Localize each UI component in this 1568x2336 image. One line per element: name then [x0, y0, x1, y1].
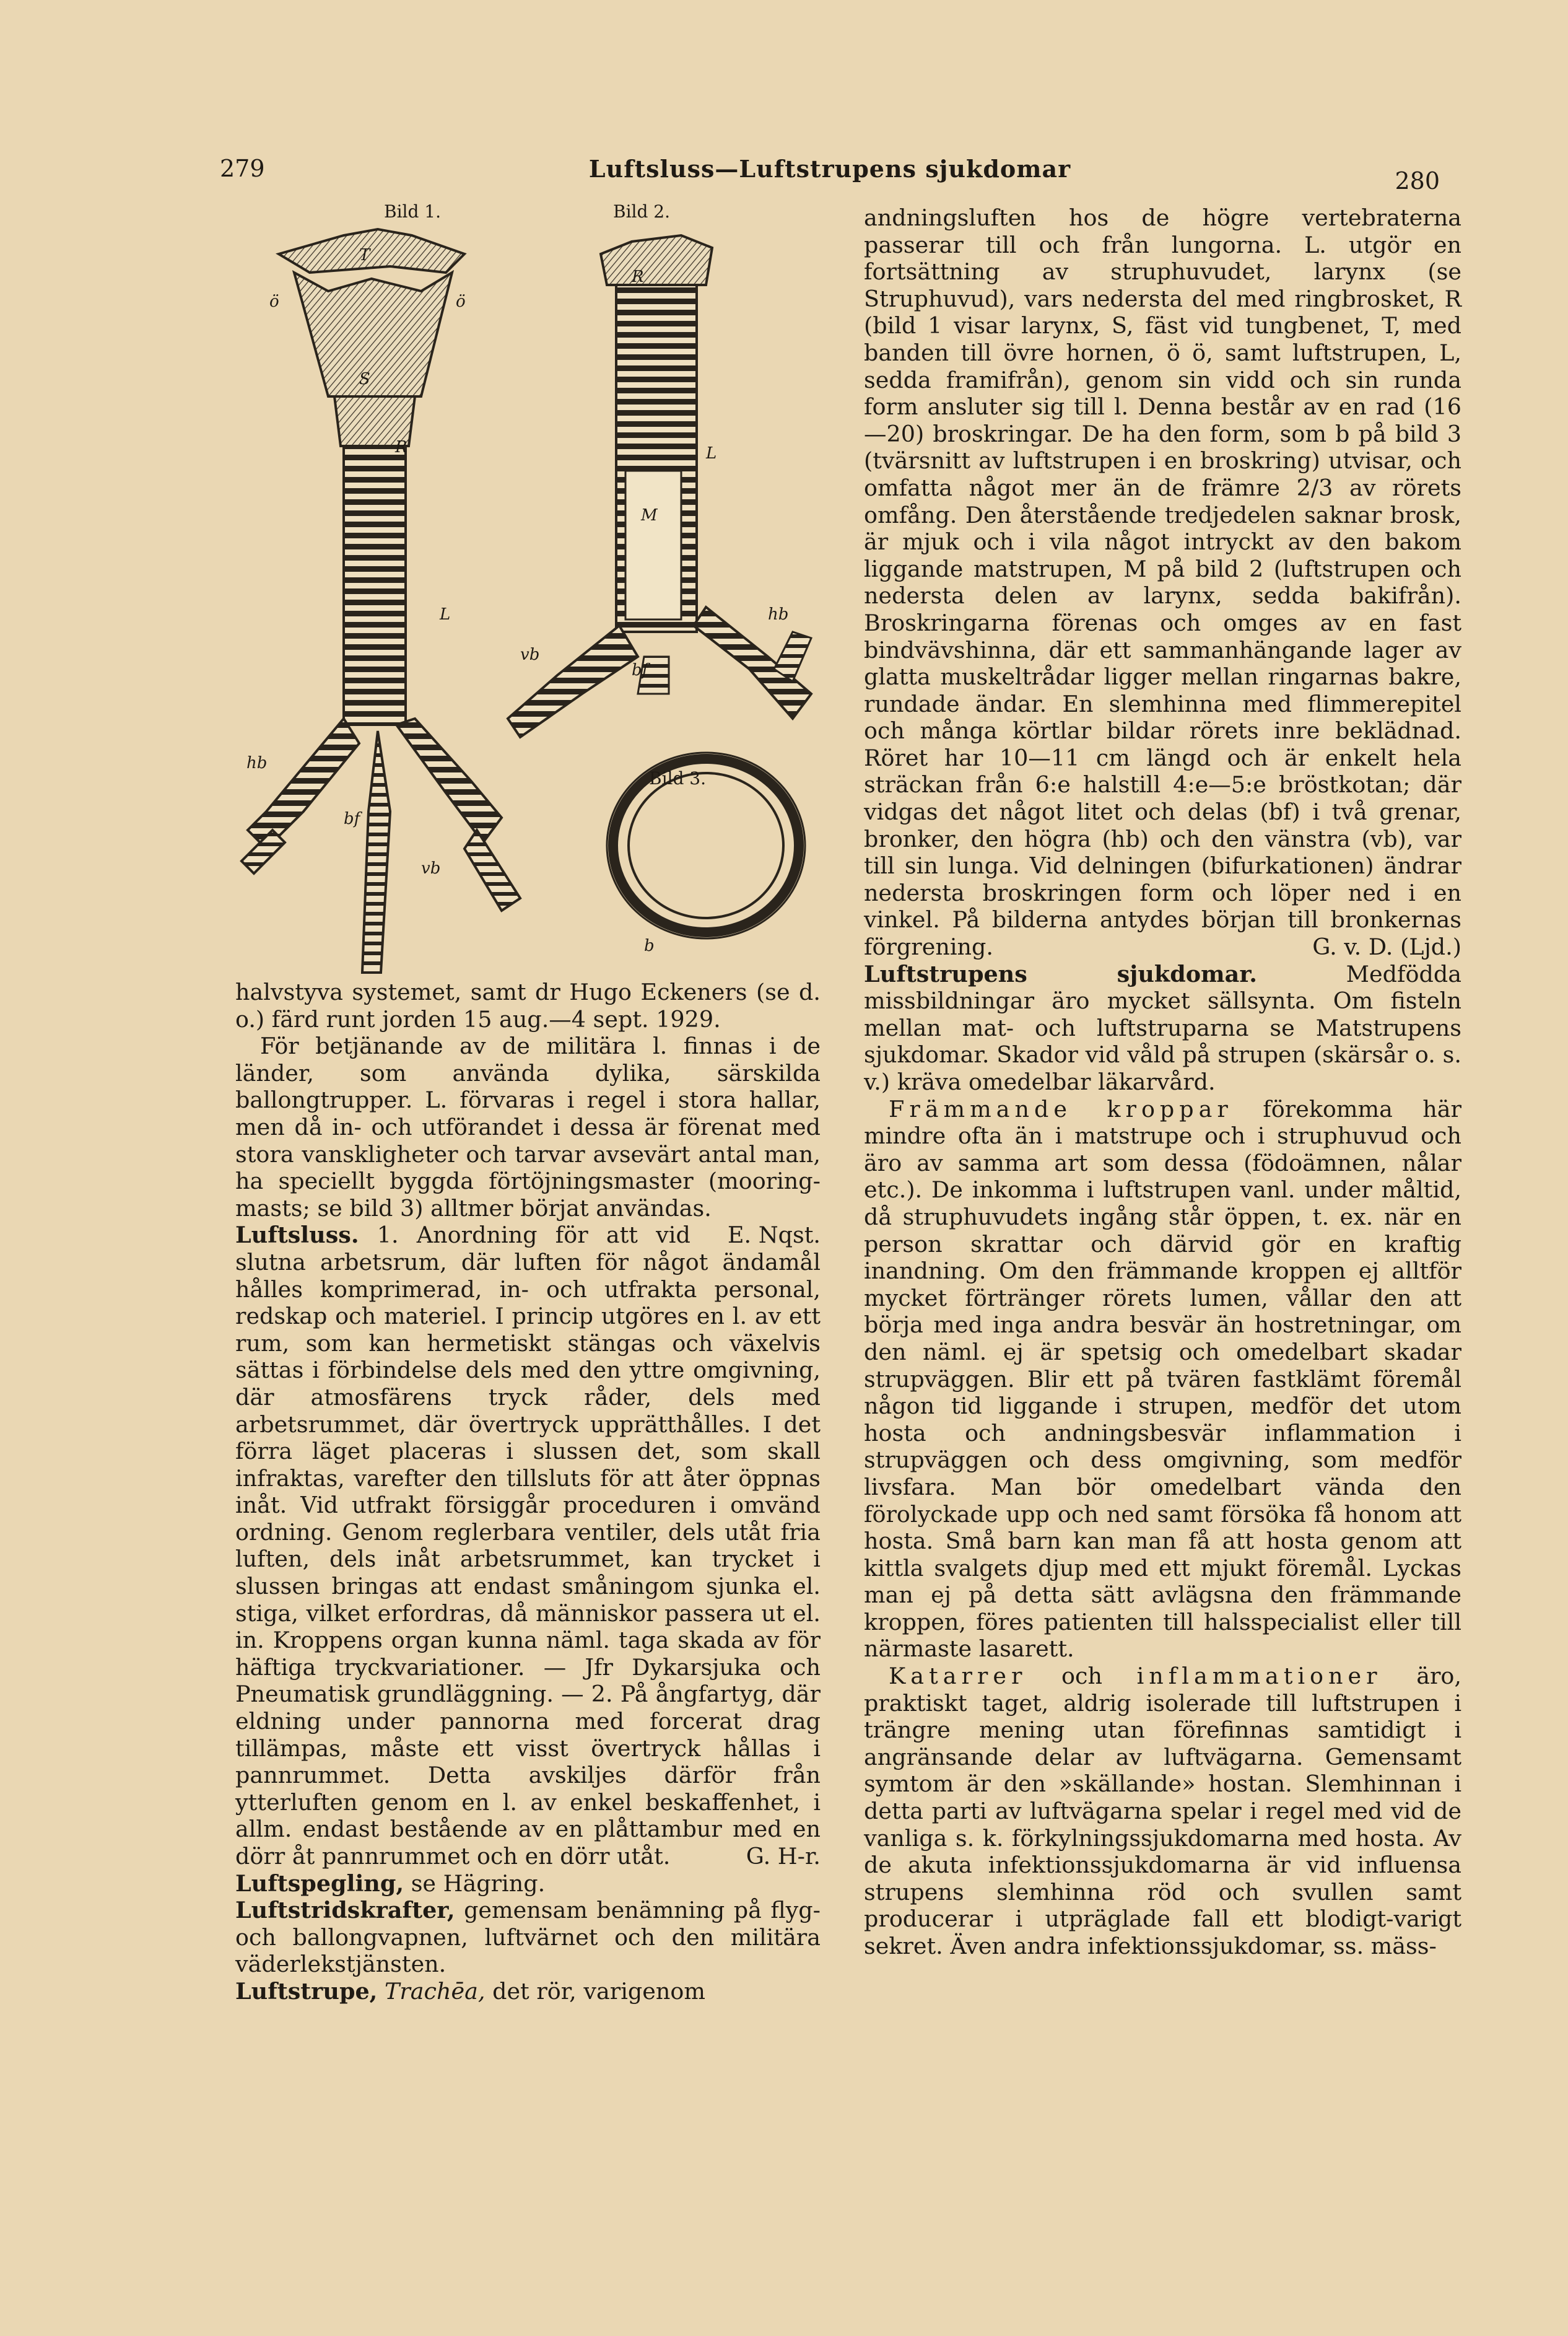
bild1-figure — [242, 229, 520, 973]
bild2-figure — [508, 235, 811, 737]
paragraph-katarrer — [864, 1663, 1461, 1960]
bild2-label-vb: vb — [520, 645, 540, 664]
right-column — [864, 204, 1461, 1960]
bild1-label-T: T — [359, 246, 370, 265]
spaced-term: Katarrer — [889, 1663, 1027, 1690]
headword: Luftstrupens sjukdomar. — [864, 960, 1257, 987]
signature: G. v. D. (Ljd.) — [1312, 934, 1461, 961]
spaced-term: Främmande kroppar — [889, 1095, 1233, 1122]
signature: G. H-r. — [746, 1843, 821, 1870]
entry-text: det rör, varigenom — [492, 1977, 705, 2005]
bild1-label-o2: ö — [456, 292, 466, 311]
bild2-caption: Bild 2. — [613, 201, 671, 222]
spaced-term: inflammationer — [1136, 1663, 1382, 1690]
bild3-caption: Bild 3. — [649, 768, 707, 789]
entry-text: Medfödda missbildningar äro mycket sällsynta. Om fisteln mellan mat- och luftstruparna se Matstrupens sjukdomar. Skador vid våld på strupen (skärsår o. s. v.) kräva omedelbar läkarvård. — [864, 960, 1461, 1095]
headword: Luftsluss. — [235, 1222, 359, 1249]
headword: Luftstrupe, — [235, 1977, 378, 2005]
left-column — [235, 979, 821, 2005]
bild3-label-b: b — [644, 937, 655, 955]
paragraph: halvstyva systemet, samt dr Hugo Eckeners (se d. o.) färd runt jorden 15 aug.—4 sept. 1929. — [235, 979, 821, 1033]
bild2-label-hb: hb — [768, 605, 789, 624]
entry-text: se Hägring. — [411, 1870, 546, 1897]
paragraph-text: För betjänande av de militära l. finnas i de länder, som använda dylika, särskilda ballongtrupper. L. förvaras i regel i stora hallar, men då in- och utförandet i dessa är förenat med stora vanskligheter och tarvar avsevärt antal man, ha speciellt byggda förtöjningsmaster (mooring-masts; se bild 3) alltmer börjat användas. — [235, 1033, 821, 1222]
signature: E. Nqst. — [727, 1222, 821, 1249]
anatomical-figures — [235, 198, 842, 985]
entry-luftstrupe — [235, 1978, 821, 2005]
paragraph-frammande-kroppar — [864, 1096, 1461, 1663]
entry-luftstrupens-sjukdomar — [864, 961, 1461, 1096]
paragraph-text: förekomma här mindre ofta än i matstrupe och i struphuvud och äro av samma art som dessa (födoämnen, nålar etc.). De inkomma i luftstrupen vanl. under måltid, då struphuvudets ingång står öppen, t. ex. när en person skrattar och därvid gör en kraftig inandning. Om den främmande kroppen ej alltför mycket förtränger rörets lumen, vållar den att börja med inga andra besvär än hostretningar, om den näml. ej är spetsig och omedelbart skadar strupväggen. Blir ett på tvären fastklämt föremål någon tid liggande i strupen, medför det utom hosta och andningsbesvär inflammation i strupväggen och dess omgivning, som medför livsfara. Man bör omedelbart vända den förolyckade upp och ned samt försöka få honom att hosta. Små barn kan man få att hosta genom att kittla svalgets djup med ett mjukt föremål. Lyckas man ej på detta sätt avlägsna den främmande kroppen, föres patienten till halsspecialist eller till närmaste lasarett. — [864, 1095, 1461, 1663]
paragraph-text: äro, praktiskt taget, aldrig isolerade till luftstrupen i trängre mening utan förefinnas samtidigt i angränsande delar av luftvägarna. Gemensamt symtom är den »skällande» hostan. Slemhinnan i detta parti av luftvägarna spelar i regel med vid de vanliga s. k. förkylningssjukdomarna med hosta. Av de akuta infektionssjukdomarna är vid influensa strupens slemhinna röd och svullen samt producerar i utpräglade fall ett blodigt-varigt sekret. Även andra infektionssjukdomar, ss. mäss- — [864, 1663, 1461, 1959]
entry-text: gemensam benämning på flyg- och ballongvapnen, luftvärnet och den militära väderlekstjänsten. — [235, 1897, 821, 1978]
page-number-right: 280 — [1395, 167, 1440, 195]
entry-text: 1. Anordning för att vid slutna arbetsrum, där luften för något ändamål hålles komprimerad, in- och utfrakta personal, redskap och materiel. I princip utgöres en l. av ett rum, som kan hermetiskt stängas och växelvis sättas i förbindelse dels med den yttre omgivning, där atmosfärens tryck råder, dels med arbetsrummet, där övertryck upprätthålles. I det förra läget placeras i slussen det, som skall infraktas, varefter den tillsluts för att åter öppnas inåt. Vid utfrakt försiggår proceduren i omvänd ordning. Genom reglerbara ventiler, dels utåt fria luften, dels inåt arbetsrummet, kan trycket i slussen bringas att endast småningom sjunka el. stiga, vilket erfordras, då människor passera ut el. in. Kroppens organ kunna näml. taga skada av för häftiga tryckvariationer. — Jfr Dykarsjuka och Pneumatisk grundläggning. — 2. På ångfartyg, där eldning under pannorna med forcerat drag tillämpas, måste ett visst övertryck hållas i pannrummet. Detta avskiljes därför från ytterluften genom en l. av enkel beskaffenhet, i allm. endast bestående av en plåttambur med en dörr åt pannrummet och en dörr utåt. — [235, 1222, 821, 1870]
bild2-label-bf: bf — [632, 661, 648, 680]
bild1-label-vb: vb — [421, 859, 441, 878]
figures-drawing — [235, 198, 842, 985]
entry-luftsluss — [235, 1222, 821, 1870]
running-title: Luftsluss—Luftstrupens sjukdomar — [588, 155, 1071, 183]
bild1-label-bf: bf — [344, 810, 360, 828]
paragraph-text: andningsluften hos de högre vertebraterna passerar till och från lungorna. L. utgör en fortsättning av struphuvudet, larynx (se Struphuvud), vars nedersta del med ringbrosket, R (bild 1 visar larynx, S, fäst vid tungbenet, T, med banden till övre hornen, ö ö, samt luftstrupen, L, sedda framifrån), genom sin vidd och sin runda form ansluter sig till l. Denna består av en rad (16—20) broskringar. De ha den form, som b på bild 3 (tvärsnitt av luftstrupen i en broskring) utvisar, och omfatta något mer än de främre 2/3 av rörets omfång. Den återstående tredjedelen saknar brosk, är mjuk och i vila något intryckt av den bakom liggande matstrupen, M på bild 2 (luftstrupen och nedersta delen av larynx, sedda bakifrån). Broskringarna förenas och omges av en fast bindvävshinna, där ett sammanhängande lager av glatta muskeltrådar ligger mellan ringarnas bakre, rundade ändar. En slemhinna med flimmerepitel och många körtlar bildar rörets inre beklädnad. Röret har 10—11 cm längd och är enkelt hela sträckan från 6:e halstill 4:e—5:e bröstkotan; där vidgas det något litet och delas (bf) i två grenar, bronker, den högra (hb) och den vänstra (vb), var till sin lunga. Vid delningen (bifurkationen) ändrar nedersta broskringen form och löper ned i en vinkel. På bilderna antydes början till bronkernas förgrening. — [864, 204, 1461, 961]
latin-term: Trachēa, — [385, 1977, 486, 2005]
entry-luftspegling — [235, 1870, 821, 1897]
paragraph — [864, 204, 1461, 961]
bild1-label-o1: ö — [269, 292, 279, 311]
bild2-label-R: R — [632, 268, 644, 286]
entry-luftstridskrafter — [235, 1897, 821, 1978]
page-number-left: 279 — [220, 155, 265, 182]
running-header — [220, 155, 1440, 198]
conjunction: och — [1061, 1663, 1102, 1690]
bild1-caption: Bild 1. — [384, 201, 442, 222]
bild2-label-L: L — [706, 444, 717, 463]
bild1-label-L: L — [440, 605, 451, 624]
bild1-label-S: S — [359, 370, 370, 388]
headword: Luftstridskrafter, — [235, 1897, 455, 1924]
bild1-label-hb: hb — [246, 754, 268, 772]
headword: Luftspegling, — [235, 1870, 404, 1897]
bild1-label-R: R — [395, 438, 407, 457]
bild2-label-M: M — [641, 506, 658, 525]
